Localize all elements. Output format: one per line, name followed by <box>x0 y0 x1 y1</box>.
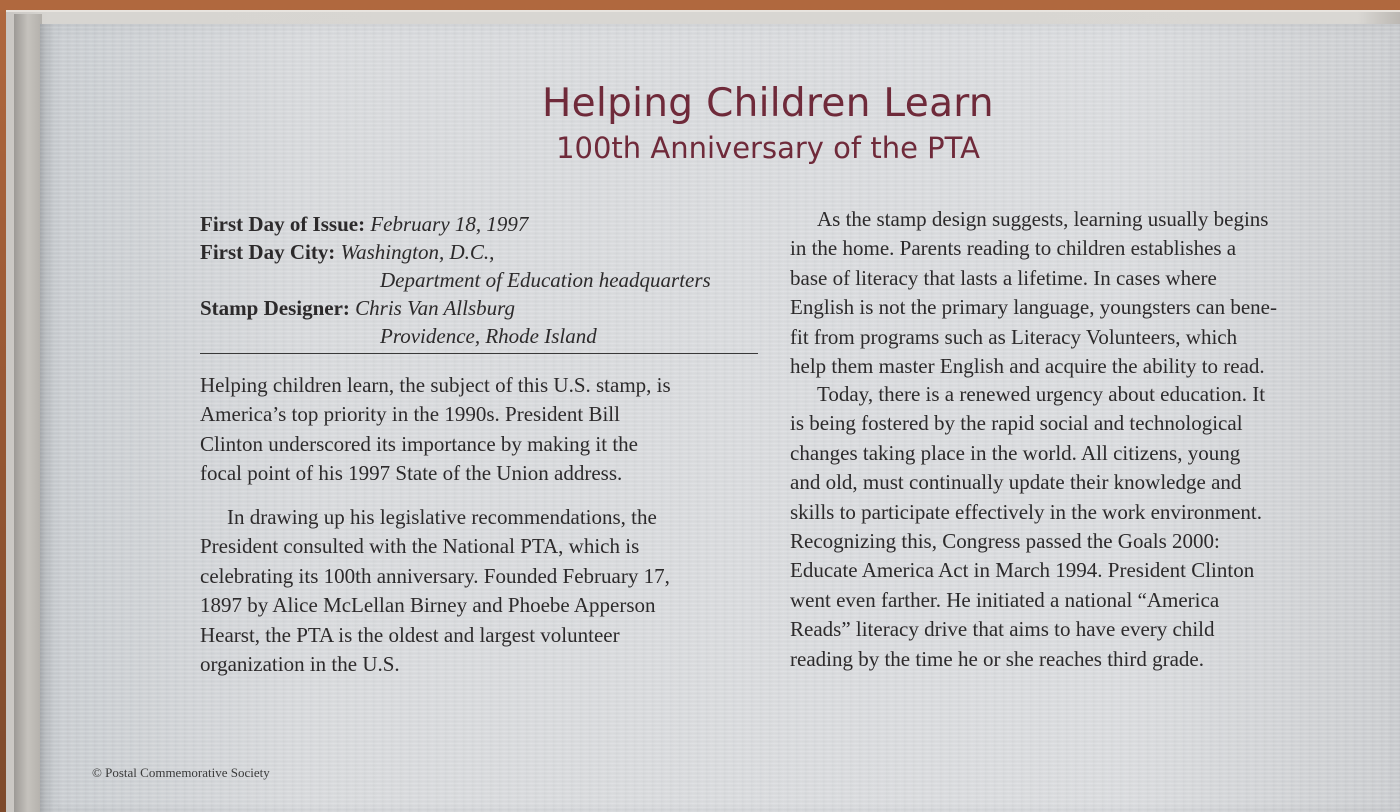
text-line: 1897 by Alice McLellan Birney and Phoebe Apperson <box>200 593 656 618</box>
text-line: Educate America Act in March 1994. President Clinton <box>790 558 1255 583</box>
left-paragraph-2 <box>200 503 760 679</box>
text-line: English is not the primary language, youngsters can bene- <box>790 295 1277 320</box>
designer-value: Chris Van Allsburg <box>355 296 516 320</box>
right-paragraph-2 <box>790 380 1360 674</box>
text-line: went even farther. He initiated a national “America <box>790 587 1220 612</box>
page-subtitle: 100th Anniversary of the PTA <box>556 131 980 165</box>
text-line: Hearst, the PTA is the oldest and largest volunteer <box>200 622 620 647</box>
text-line: changes taking place in the world. All citizens, young <box>790 440 1241 465</box>
text-line: in the home. Parents reading to children establishes a <box>790 236 1237 261</box>
text-line: In drawing up his legislative recommendations, the <box>227 505 657 529</box>
text-line: Helping children learn, the subject of this U.S. stamp, is <box>200 373 671 397</box>
text-line: reading by the time he or she reaches third grade. <box>790 646 1205 671</box>
first-day-label: First Day of Issue: <box>200 212 366 236</box>
city-value-2: Department of Education headquarters <box>380 268 711 292</box>
city-value: Washington, D.C., <box>340 240 495 264</box>
text-line: As the stamp design suggests, learning usually begins <box>817 207 1269 231</box>
designer-value-2: Providence, Rhode Island <box>380 324 597 348</box>
text-line: organization in the U.S. <box>200 652 400 677</box>
city-label: First Day City: <box>200 240 336 264</box>
text-line: celebrating its 100th anniversary. Founded February 17, <box>200 563 670 588</box>
text-line: base of literacy that lasts a lifetime. In cases where <box>790 265 1217 290</box>
text-line: fit from programs such as Literacy Volunteers, which <box>790 324 1238 349</box>
text-line: Today, there is a renewed urgency about education. It <box>817 382 1266 406</box>
right-paragraph-1 <box>790 205 1360 381</box>
left-paragraph-1 <box>200 371 760 489</box>
text-line: focal point of his 1997 State of the Union address. <box>200 461 623 486</box>
text-line: skills to participate effectively in the work environment. <box>790 499 1262 524</box>
text-line: help them master English and acquire the ability to read. <box>790 354 1265 379</box>
text-line: Recognizing this, Congress passed the Goals 2000: <box>790 529 1220 554</box>
text-line: is being fostered by the rapid social and technological <box>790 411 1243 436</box>
designer-label: Stamp Designer: <box>200 296 350 320</box>
page-title: Helping Children Learn <box>542 81 994 126</box>
designer-row <box>200 294 760 322</box>
text-line: America’s top priority in the 1990s. President Bill <box>200 402 620 427</box>
first-day-row <box>200 210 760 238</box>
first-day-value: February 18, 1997 <box>370 212 529 236</box>
city-row <box>200 238 760 266</box>
text-line: President consulted with the National PTA, which is <box>200 534 640 559</box>
copyright-notice: © Postal Commemorative Society <box>92 765 270 780</box>
divider <box>200 353 758 354</box>
text-line: Reads” literacy drive that aims to have every child <box>790 617 1215 642</box>
text-line: Clinton underscored its importance by making it the <box>200 431 638 456</box>
text-line: and old, must continually update their knowledge and <box>790 470 1242 495</box>
issue-details <box>200 210 760 350</box>
